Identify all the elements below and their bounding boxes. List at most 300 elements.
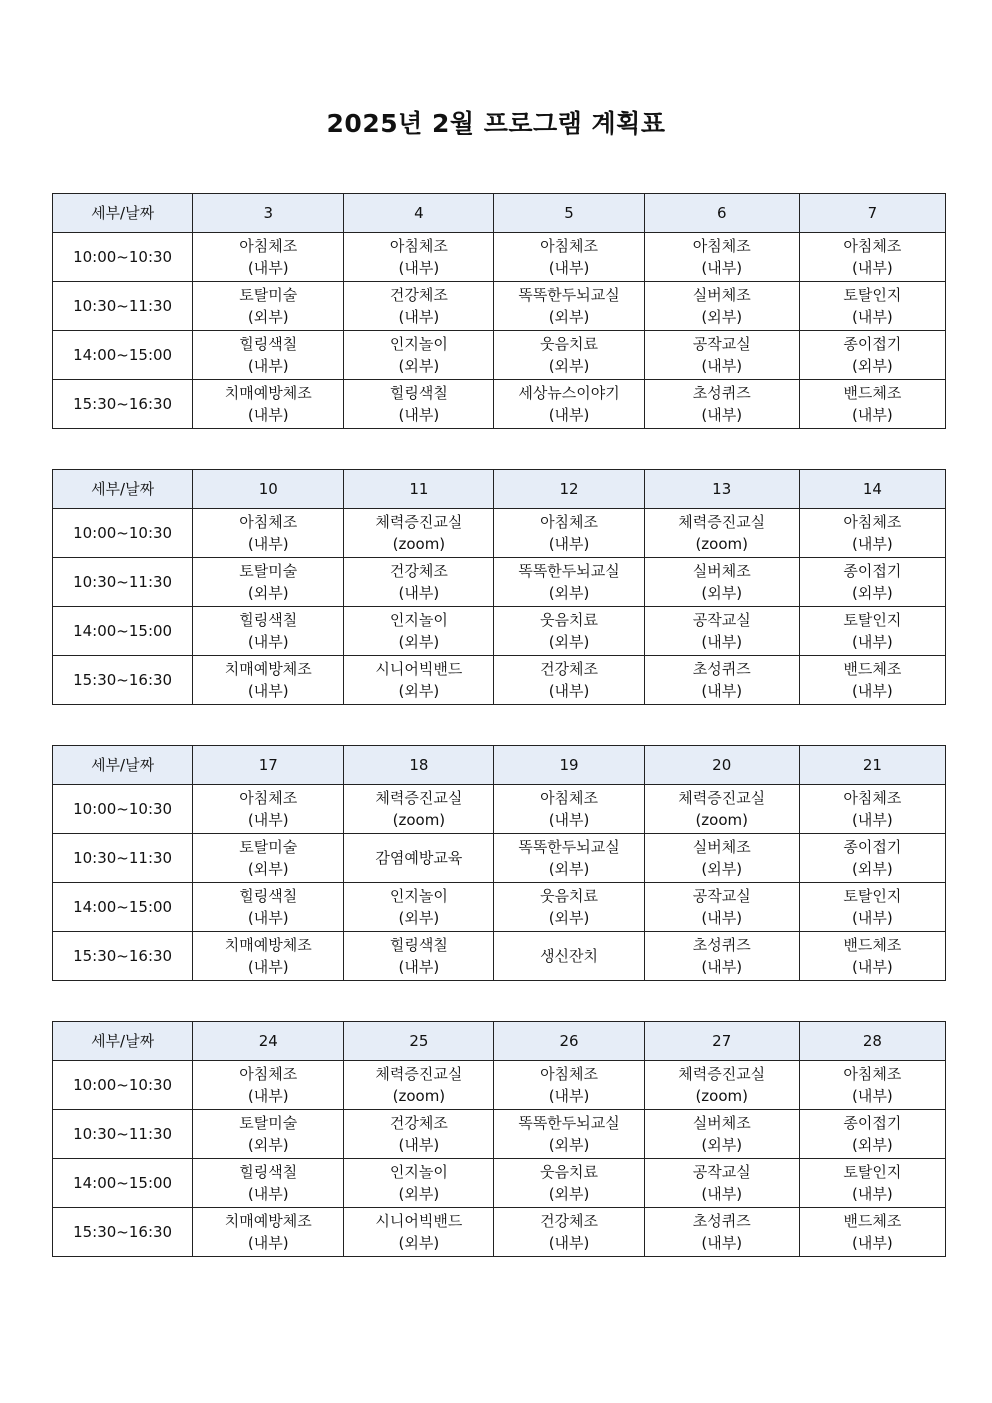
- program-name: 아침체조: [239, 1065, 298, 1083]
- program-location: (zoom): [392, 811, 446, 829]
- program-name: 아침체조: [843, 789, 902, 807]
- program-location: (내부): [701, 406, 743, 424]
- time-slot-cell: 15:30~16:30: [53, 932, 193, 981]
- day-header-cell: 26: [494, 1022, 644, 1061]
- time-slot-cell: 14:00~15:00: [53, 607, 193, 656]
- program-cell: [799, 509, 945, 558]
- program-name: 토탈인지: [843, 611, 902, 629]
- program-cell: [799, 282, 945, 331]
- program-name: 밴드체조: [843, 1212, 902, 1230]
- table-row: [53, 607, 946, 656]
- program-name: 아침체조: [389, 237, 448, 255]
- program-location: (내부): [852, 958, 893, 976]
- program-cell: [494, 932, 644, 981]
- program-cell: [193, 558, 344, 607]
- program-location: (내부): [398, 584, 440, 602]
- time-slot-cell: 10:00~10:30: [53, 785, 193, 834]
- table-row: [53, 883, 946, 932]
- program-location: (내부): [852, 1234, 893, 1252]
- program-location: (내부): [548, 682, 590, 700]
- table-row: [53, 932, 946, 981]
- program-name: 아침체조: [843, 513, 902, 531]
- time-slot-cell: 10:30~11:30: [53, 1110, 193, 1159]
- program-name: 웃음치료: [540, 887, 599, 905]
- program-name: 체력증진교실: [375, 789, 463, 807]
- program-name: 아침체조: [843, 237, 902, 255]
- program-location: (내부): [247, 535, 289, 553]
- program-cell: [494, 380, 644, 429]
- program-name: 치매예방체조: [224, 1212, 312, 1230]
- program-location: (외부): [701, 860, 743, 878]
- program-location: (내부): [701, 357, 743, 375]
- program-location: (내부): [548, 811, 590, 829]
- program-cell: [494, 1159, 644, 1208]
- program-name: 똑똑한두뇌교실: [518, 562, 620, 580]
- program-location: (외부): [398, 1234, 440, 1252]
- day-header-cell: 18: [344, 746, 494, 785]
- program-location: (내부): [701, 259, 743, 277]
- program-name: 건강체조: [389, 562, 448, 580]
- program-location: (내부): [247, 633, 289, 651]
- time-slot-cell: 14:00~15:00: [53, 331, 193, 380]
- table-row: [53, 785, 946, 834]
- program-cell: [799, 331, 945, 380]
- day-header-cell: 25: [344, 1022, 494, 1061]
- program-name: 토탈미술: [239, 1114, 298, 1132]
- program-location: (외부): [548, 909, 590, 927]
- program-cell: [193, 1159, 344, 1208]
- program-name: 세상뉴스이야기: [518, 384, 620, 402]
- program-location: (내부): [852, 1087, 893, 1105]
- time-slot-cell: 15:30~16:30: [53, 656, 193, 705]
- time-slot-cell: 10:30~11:30: [53, 558, 193, 607]
- program-location: (내부): [548, 406, 590, 424]
- program-location: (외부): [548, 584, 590, 602]
- program-cell: [799, 883, 945, 932]
- program-cell: [644, 785, 799, 834]
- program-name: 아침체조: [239, 789, 298, 807]
- program-location: (외부): [852, 584, 893, 602]
- program-location: (zoom): [392, 535, 446, 553]
- time-slot-cell: 15:30~16:30: [53, 380, 193, 429]
- program-cell: [799, 834, 945, 883]
- program-cell: [344, 932, 494, 981]
- header-label-cell: 세부/날짜: [53, 1022, 193, 1061]
- program-cell: [344, 1110, 494, 1159]
- day-header-cell: 12: [494, 470, 644, 509]
- time-slot-cell: 10:00~10:30: [53, 509, 193, 558]
- program-location: (내부): [247, 1185, 289, 1203]
- program-cell: [344, 1061, 494, 1110]
- program-location: (zoom): [695, 1087, 748, 1105]
- program-cell: [799, 380, 945, 429]
- program-cell: [799, 607, 945, 656]
- program-name: 종이접기: [843, 838, 902, 856]
- program-name: 힐링색칠: [239, 1163, 298, 1181]
- program-cell: [799, 1110, 945, 1159]
- program-location: (내부): [247, 259, 289, 277]
- program-name: 초성퀴즈: [692, 384, 751, 402]
- program-name: 아침체조: [692, 237, 751, 255]
- program-cell: [193, 1110, 344, 1159]
- program-cell: [494, 785, 644, 834]
- program-name: 아침체조: [239, 513, 298, 531]
- program-location: (내부): [548, 259, 590, 277]
- program-cell: [799, 558, 945, 607]
- program-cell: [644, 233, 799, 282]
- week-schedule-table: [52, 1021, 946, 1257]
- program-cell: [644, 834, 799, 883]
- program-location: (내부): [701, 633, 743, 651]
- program-cell: [344, 656, 494, 705]
- program-location: (외부): [398, 909, 440, 927]
- program-cell: [193, 932, 344, 981]
- program-location: (외부): [398, 682, 440, 700]
- time-slot-cell: 10:30~11:30: [53, 834, 193, 883]
- program-name: 건강체조: [540, 660, 599, 678]
- day-header-cell: 13: [644, 470, 799, 509]
- program-cell: [494, 656, 644, 705]
- day-header-cell: 11: [344, 470, 494, 509]
- header-row: [53, 746, 946, 785]
- page-title: 2025년 2월 프로그램 계획표: [326, 109, 666, 138]
- header-row: [53, 194, 946, 233]
- program-location: (내부): [701, 682, 743, 700]
- program-cell: [644, 1061, 799, 1110]
- day-header-cell: 5: [494, 194, 644, 233]
- program-name: 아침체조: [540, 513, 599, 531]
- program-location: (내부): [398, 958, 440, 976]
- program-name: 웃음치료: [540, 1163, 599, 1181]
- program-location: (내부): [398, 259, 440, 277]
- program-name: 토탈인지: [843, 1163, 902, 1181]
- program-location: (내부): [701, 1234, 743, 1252]
- program-name: 밴드체조: [843, 936, 902, 954]
- program-name: 건강체조: [540, 1212, 599, 1230]
- program-name: 공작교실: [692, 887, 751, 905]
- program-location: (외부): [398, 633, 440, 651]
- day-header-cell: 10: [193, 470, 344, 509]
- program-location: (외부): [548, 860, 590, 878]
- program-name: 인지놀이: [389, 1163, 448, 1181]
- day-header-cell: 19: [494, 746, 644, 785]
- program-cell: [193, 1061, 344, 1110]
- program-cell: [193, 1208, 344, 1257]
- day-header-cell: 20: [644, 746, 799, 785]
- program-name: 토탈인지: [843, 887, 902, 905]
- program-location: (내부): [247, 811, 289, 829]
- program-cell: [193, 834, 344, 883]
- program-location: (내부): [701, 1185, 743, 1203]
- program-location: (내부): [852, 1185, 893, 1203]
- table-row: [53, 509, 946, 558]
- program-name: 토탈미술: [239, 562, 298, 580]
- program-cell: [494, 282, 644, 331]
- program-name: 종이접기: [843, 335, 902, 353]
- program-name: 힐링색칠: [389, 384, 448, 402]
- program-location: (외부): [701, 584, 743, 602]
- time-slot-cell: 10:30~11:30: [53, 282, 193, 331]
- program-name: 실버체조: [692, 286, 751, 304]
- program-cell: [344, 883, 494, 932]
- table-row: [53, 1208, 946, 1257]
- program-name: 초성퀴즈: [692, 936, 751, 954]
- program-name: 웃음치료: [540, 335, 599, 353]
- header-row: [53, 470, 946, 509]
- program-cell: [344, 607, 494, 656]
- program-name: 실버체조: [692, 1114, 751, 1132]
- table-row: [53, 1061, 946, 1110]
- program-name: 초성퀴즈: [692, 1212, 751, 1230]
- program-name: 똑똑한두뇌교실: [518, 286, 620, 304]
- table-row: [53, 1159, 946, 1208]
- day-header-cell: 17: [193, 746, 344, 785]
- program-cell: [644, 607, 799, 656]
- program-name: 시니어빅밴드: [375, 660, 463, 678]
- program-cell: [644, 932, 799, 981]
- program-cell: [799, 1061, 945, 1110]
- program-name: 똑똑한두뇌교실: [518, 1114, 620, 1132]
- program-name: 힐링색칠: [239, 335, 298, 353]
- program-location: (외부): [701, 1136, 743, 1154]
- program-cell: [644, 380, 799, 429]
- program-location: (내부): [398, 1136, 440, 1154]
- program-location: (zoom): [392, 1087, 446, 1105]
- program-name: 체력증진교실: [678, 513, 766, 531]
- program-location: (내부): [852, 633, 893, 651]
- program-cell: [799, 1159, 945, 1208]
- program-name: 인지놀이: [389, 611, 448, 629]
- program-name: 체력증진교실: [375, 1065, 463, 1083]
- program-cell: [799, 233, 945, 282]
- table-row: [53, 1110, 946, 1159]
- program-cell: [344, 233, 494, 282]
- program-name: 실버체조: [692, 562, 751, 580]
- program-cell: [193, 785, 344, 834]
- program-location: (외부): [701, 308, 743, 326]
- program-name: 실버체조: [692, 838, 751, 856]
- time-slot-cell: 15:30~16:30: [53, 1208, 193, 1257]
- program-location: (내부): [701, 909, 743, 927]
- program-location: (외부): [852, 860, 893, 878]
- program-location: (내부): [398, 406, 440, 424]
- program-cell: [644, 282, 799, 331]
- program-name: 힐링색칠: [389, 936, 448, 954]
- program-cell: [193, 331, 344, 380]
- day-header-cell: 6: [644, 194, 799, 233]
- program-name: 건강체조: [389, 1114, 448, 1132]
- program-name: 토탈인지: [843, 286, 902, 304]
- program-location: (외부): [548, 1136, 590, 1154]
- program-name: 인지놀이: [389, 887, 448, 905]
- program-location: (내부): [247, 909, 289, 927]
- table-row: [53, 331, 946, 380]
- program-location: (외부): [398, 1185, 440, 1203]
- program-name: 토탈미술: [239, 286, 298, 304]
- program-name: 아침체조: [239, 237, 298, 255]
- day-header-cell: 24: [193, 1022, 344, 1061]
- program-name: 밴드체조: [843, 660, 902, 678]
- program-location: (외부): [548, 308, 590, 326]
- program-cell: [494, 607, 644, 656]
- program-name: 시니어빅밴드: [375, 1212, 463, 1230]
- program-name: 생신잔치: [540, 947, 599, 965]
- program-name: 감염예방교육: [375, 849, 463, 867]
- program-location: (외부): [852, 357, 893, 375]
- program-location: (내부): [548, 1234, 590, 1252]
- program-cell: [799, 932, 945, 981]
- table-row: [53, 656, 946, 705]
- program-cell: [494, 883, 644, 932]
- program-location: (외부): [247, 308, 289, 326]
- program-location: (내부): [247, 1234, 289, 1252]
- program-cell: [644, 883, 799, 932]
- program-location: (내부): [398, 308, 440, 326]
- program-name: 아침체조: [843, 1065, 902, 1083]
- program-cell: [644, 558, 799, 607]
- program-name: 초성퀴즈: [692, 660, 751, 678]
- program-cell: [494, 1061, 644, 1110]
- program-location: (내부): [852, 909, 893, 927]
- time-slot-cell: 10:00~10:30: [53, 1061, 193, 1110]
- header-label-cell: 세부/날짜: [53, 470, 193, 509]
- program-cell: [494, 233, 644, 282]
- program-location: (외부): [548, 633, 590, 651]
- program-cell: [193, 233, 344, 282]
- program-cell: [344, 331, 494, 380]
- program-cell: [644, 1208, 799, 1257]
- day-header-cell: 7: [799, 194, 945, 233]
- program-cell: [193, 380, 344, 429]
- day-header-cell: 4: [344, 194, 494, 233]
- time-slot-cell: 14:00~15:00: [53, 883, 193, 932]
- program-cell: [494, 1110, 644, 1159]
- program-name: 인지놀이: [389, 335, 448, 353]
- program-location: (외부): [398, 357, 440, 375]
- program-location: (내부): [247, 406, 289, 424]
- program-name: 똑똑한두뇌교실: [518, 838, 620, 856]
- table-row: [53, 380, 946, 429]
- program-name: 체력증진교실: [375, 513, 463, 531]
- program-name: 공작교실: [692, 335, 751, 353]
- header-label-cell: 세부/날짜: [53, 194, 193, 233]
- program-cell: [344, 1159, 494, 1208]
- program-name: 힐링색칠: [239, 887, 298, 905]
- day-header-cell: 3: [193, 194, 344, 233]
- program-cell: [193, 656, 344, 705]
- program-location: (내부): [247, 1087, 289, 1105]
- program-name: 아침체조: [540, 1065, 599, 1083]
- program-location: (외부): [548, 357, 590, 375]
- program-location: (zoom): [695, 535, 748, 553]
- time-slot-cell: 10:00~10:30: [53, 233, 193, 282]
- table-row: [53, 834, 946, 883]
- time-slot-cell: 14:00~15:00: [53, 1159, 193, 1208]
- program-location: (내부): [548, 535, 590, 553]
- program-name: 종이접기: [843, 1114, 902, 1132]
- program-name: 토탈미술: [239, 838, 298, 856]
- program-location: (내부): [247, 357, 289, 375]
- day-header-cell: 14: [799, 470, 945, 509]
- program-cell: [644, 1110, 799, 1159]
- program-cell: [344, 282, 494, 331]
- program-location: (내부): [247, 958, 289, 976]
- program-location: (외부): [247, 860, 289, 878]
- program-location: (내부): [852, 259, 893, 277]
- program-cell: [644, 656, 799, 705]
- program-name: 종이접기: [843, 562, 902, 580]
- program-cell: [644, 509, 799, 558]
- program-location: (외부): [852, 1136, 893, 1154]
- program-cell: [494, 509, 644, 558]
- program-cell: [799, 785, 945, 834]
- program-location: (내부): [852, 811, 893, 829]
- program-cell: [494, 834, 644, 883]
- program-name: 치매예방체조: [224, 384, 312, 402]
- program-cell: [799, 1208, 945, 1257]
- week-schedule-table: [52, 469, 946, 705]
- header-row: [53, 1022, 946, 1061]
- program-name: 힐링색칠: [239, 611, 298, 629]
- week-schedule-table: [52, 745, 946, 981]
- program-name: 체력증진교실: [678, 789, 766, 807]
- day-header-cell: 28: [799, 1022, 945, 1061]
- program-cell: [344, 1208, 494, 1257]
- program-location: (외부): [548, 1185, 590, 1203]
- program-cell: [344, 785, 494, 834]
- program-name: 치매예방체조: [224, 936, 312, 954]
- table-row: [53, 558, 946, 607]
- program-location: (외부): [247, 1136, 289, 1154]
- program-location: (내부): [852, 308, 893, 326]
- day-header-cell: 27: [644, 1022, 799, 1061]
- program-cell: [193, 607, 344, 656]
- program-name: 아침체조: [540, 789, 599, 807]
- program-cell: [344, 509, 494, 558]
- program-location: (내부): [852, 535, 893, 553]
- program-cell: [494, 558, 644, 607]
- day-header-cell: 21: [799, 746, 945, 785]
- program-cell: [644, 1159, 799, 1208]
- program-cell: [344, 380, 494, 429]
- program-name: 밴드체조: [843, 384, 902, 402]
- program-cell: [494, 331, 644, 380]
- program-cell: [193, 282, 344, 331]
- program-name: 치매예방체조: [224, 660, 312, 678]
- program-location: (내부): [247, 682, 289, 700]
- program-location: (내부): [852, 682, 893, 700]
- program-name: 체력증진교실: [678, 1065, 766, 1083]
- program-location: (내부): [701, 958, 743, 976]
- program-cell: [494, 1208, 644, 1257]
- table-row: [53, 233, 946, 282]
- week-schedule-table: [52, 193, 946, 429]
- program-name: 건강체조: [389, 286, 448, 304]
- program-location: (zoom): [695, 811, 748, 829]
- program-cell: [644, 331, 799, 380]
- program-cell: [799, 656, 945, 705]
- program-location: (내부): [548, 1087, 590, 1105]
- header-label-cell: 세부/날짜: [53, 746, 193, 785]
- program-cell: [193, 883, 344, 932]
- program-name: 아침체조: [540, 237, 599, 255]
- program-cell: [344, 834, 494, 883]
- program-name: 웃음치료: [540, 611, 599, 629]
- program-cell: [193, 509, 344, 558]
- table-row: [53, 282, 946, 331]
- program-location: (내부): [852, 406, 893, 424]
- program-cell: [344, 558, 494, 607]
